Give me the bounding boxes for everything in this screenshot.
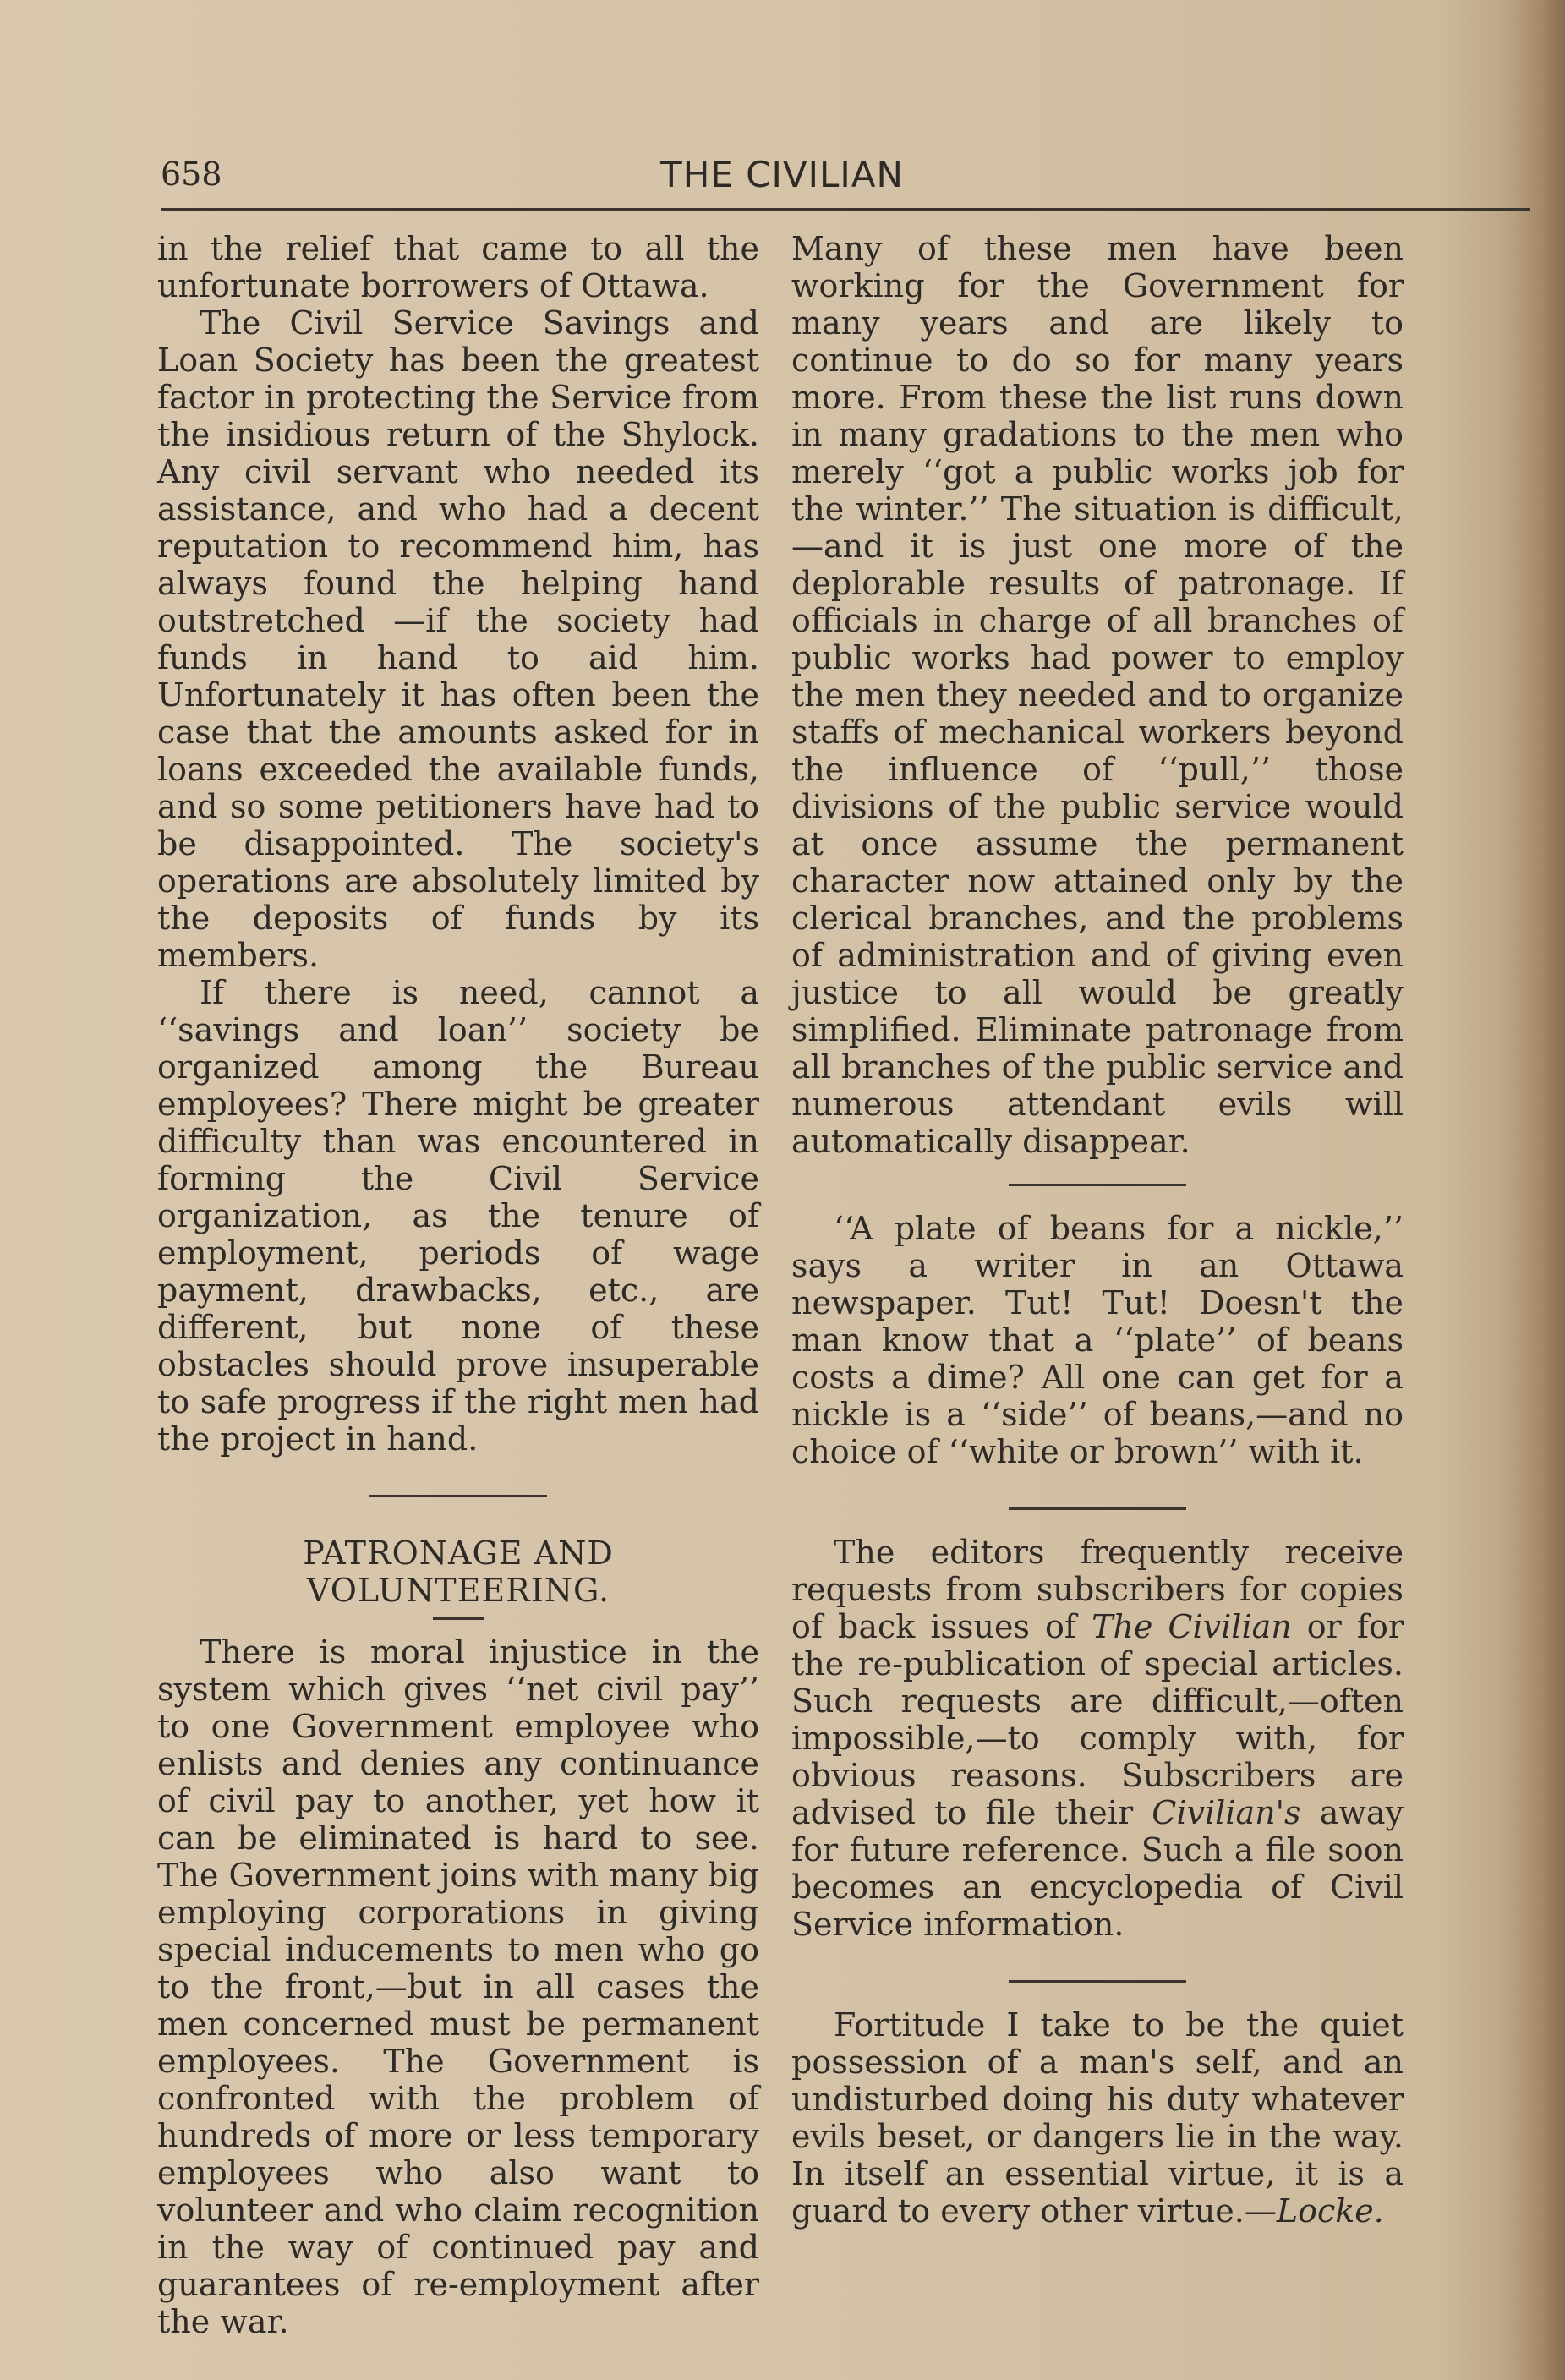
right-paragraph-3-text-c: away for future reference. Such a file soon becomes an encyclopedia of Civil Service information. [791, 1794, 1404, 1943]
left-paragraph-2: The Civil Service Savings and Loan Society has been the greatest factor in protecting the Service from the insidious return of the Shylock. Any civil servant who needed its assistance, and who had a decent reputation to recommend him, has always found the helping hand outstretched —if the society had funds in hand to aid him. Unfortunately it has often been the case that the amounts asked for in loans exceeded the available funds, and so some petitioners have had to be disappointed. The society's operations are absolutely limited by the deposits of funds by its members. [157, 304, 759, 974]
right-paragraph-3-text-b: or for the re-publication of special articles. Such requests are difficult,—often impossible,—to comply with, for obvious reasons. Subscribers are advised to file their [791, 1608, 1404, 1831]
right-paragraph-3 [791, 1534, 1404, 1943]
publication-title: The Civilian [1092, 1608, 1292, 1645]
right-paragraph-4 [791, 2006, 1404, 2230]
left-paragraph-1: in the relief that came to all the unfortunate borrowers of Ottawa. [157, 230, 759, 304]
spacer [157, 1620, 759, 1633]
spacer [791, 1160, 1404, 1184]
spacer [791, 1186, 1404, 1210]
page-edge-shading [1506, 0, 1565, 2380]
spacer [791, 1943, 1404, 1980]
quote-text: Fortitude I take to be the quiet possession of a man's self, and an undisturbed doing his duty whatever evils beset, or dangers lie in the way. In itself an essential virtue, it is a guard to every other virtue.— [791, 2006, 1404, 2230]
right-column [791, 230, 1404, 2230]
spacer [157, 1609, 759, 1617]
spacer [791, 1470, 1404, 1507]
page-number: 658 [161, 156, 222, 193]
section-heading: PATRONAGE AND VOLUNTEERING. [303, 1535, 614, 1609]
page-title: THE CIVILIAN [660, 154, 904, 195]
right-paragraph-3-text-a: The editors frequently receive requests from subscribers for copies of back issues of [791, 1534, 1404, 1645]
right-paragraph-1: Many of these men have been working for the Government for many years and are likely to continue to do so for many years more. From these the list runs down in many gradations to the men who merely ‘‘got a public works job for the winter.’’ The situation is difficult,—and it is just one more of the deplorable results of patronage. If officials in charge of all branches of public works had power to employ the men they needed and to organize staffs of mechanical workers beyond the influence of ‘‘pull,’’ those divisions of the public service would at once assume the permanent character now attained only by the clerical branches, and the problems of administration and of giving even justice to all would be greatly simplified. Eliminate patronage from all branches of the public service and numerous attendant evils will automatically disappear. [791, 230, 1404, 1160]
spacer [791, 1510, 1404, 1534]
spacer [157, 1497, 759, 1535]
right-paragraph-2: ‘‘A plate of beans for a nickle,’’ says a writer in an Ottawa newspaper. Tut! Tut! Doesn't the man know that a ‘‘plate’’ of beans costs a dime? All one can get for a nickle is a ‘‘side’’ of beans,—and no choice of ‘‘white or brown’’ with it. [791, 1210, 1404, 1470]
left-paragraph-3: If there is need, cannot a ‘‘savings and loan’’ society be organized among the Bureau employees? There might be greater difficulty than was encountered in forming the Civil Service organization, as the tenure of employment, periods of wage payment, drawbacks, etc., are different, but none of these obstacles should prove insuperable to safe progress if the right men had the project in hand. [157, 974, 759, 1458]
spacer [157, 1458, 759, 1495]
left-column [157, 230, 759, 2340]
quote-credit: Locke. [1276, 2192, 1384, 2230]
left-paragraph-4: There is moral injustice in the system which gives ‘‘net civil pay’’ to one Government employee who enlists and denies any continuance of civil pay to another, yet how it can be eliminated is hard to see. The Government joins with many big employing corporations in giving special inducements to men who go to the front,—but in all cases the men concerned must be permanent employees. The Government is confronted with the problem of hundreds of more or less temporary employees who also want to volunteer and who claim recognition in the way of continued pay and guarantees of re-employment after the war. [157, 1633, 759, 2340]
publication-name: Civilian's [1152, 1794, 1301, 1831]
header-rule [161, 208, 1530, 211]
spacer [791, 1983, 1404, 2006]
page-header [161, 150, 1404, 201]
